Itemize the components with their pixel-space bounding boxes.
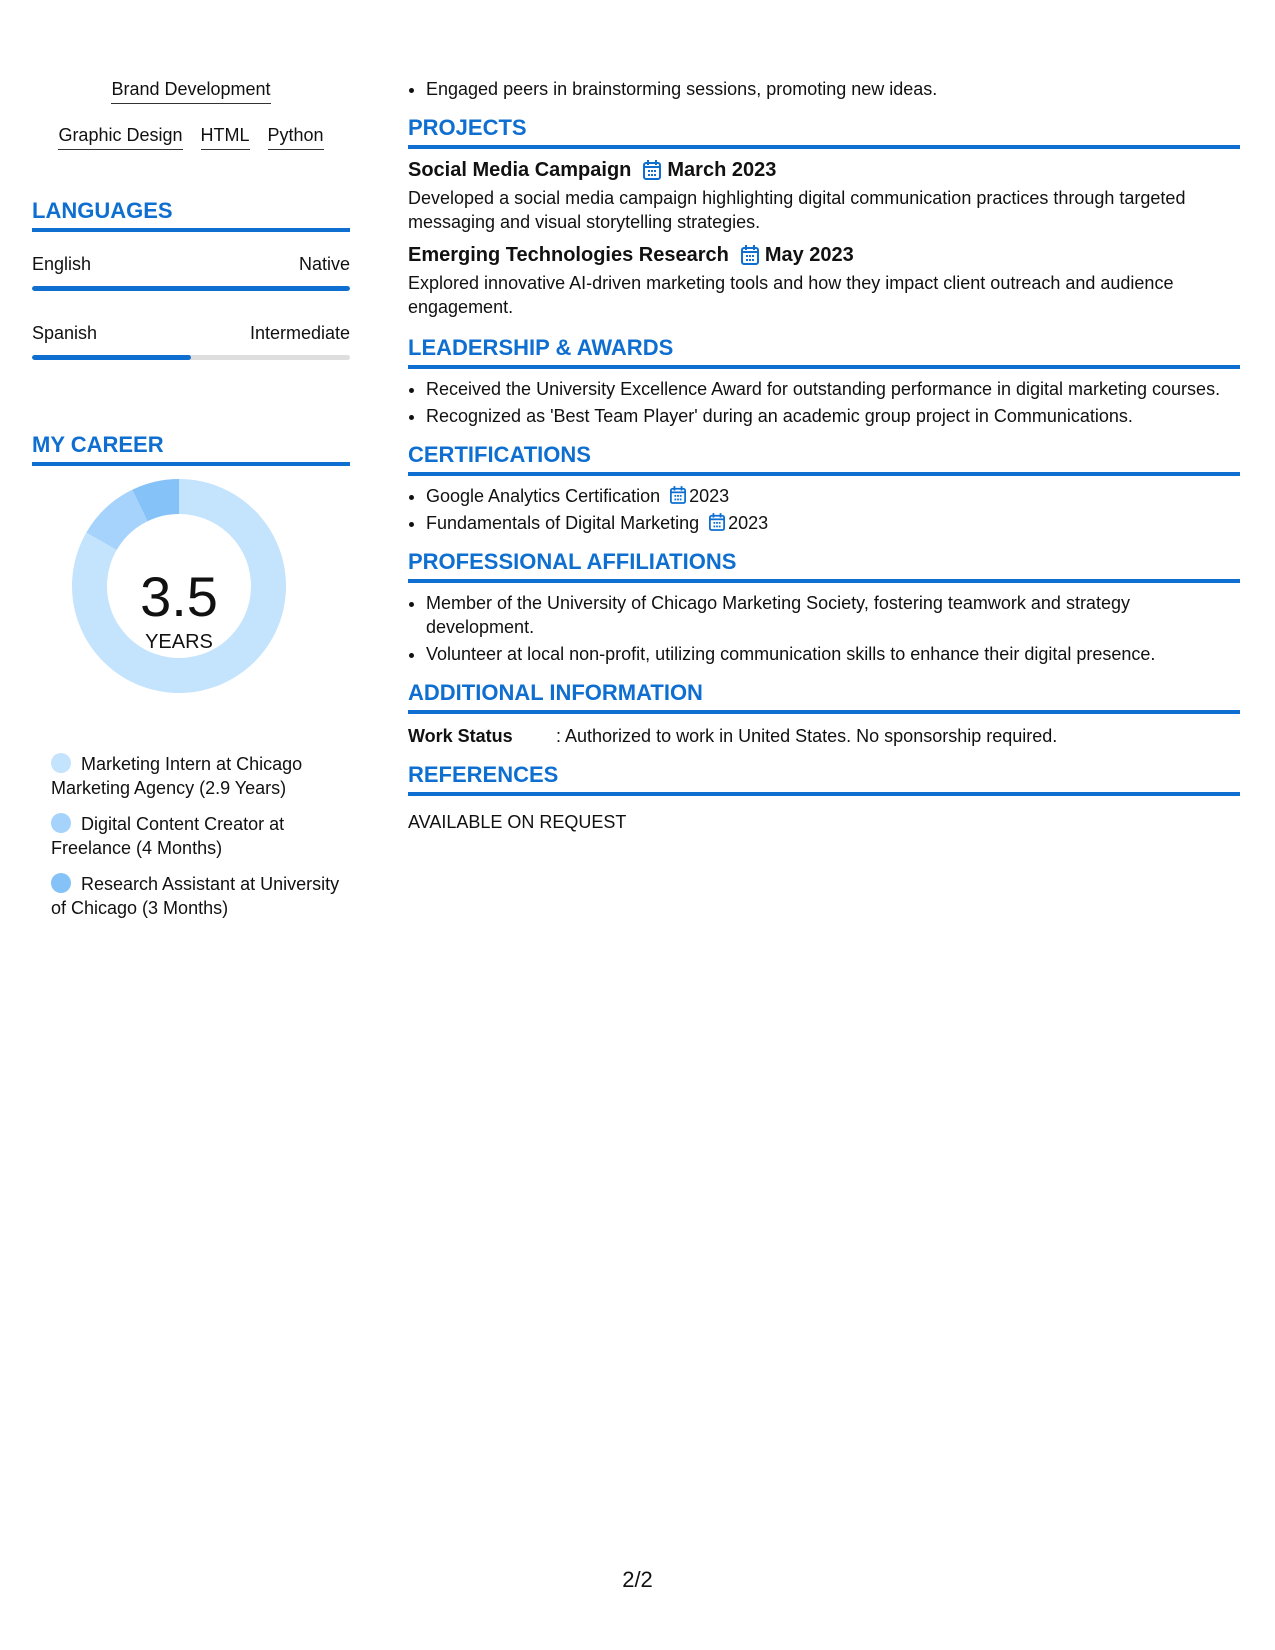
certifications-title: CERTIFICATIONS (408, 442, 1240, 476)
additional-info-section (408, 680, 1240, 748)
right-column (408, 78, 1240, 834)
languages-title: LANGUAGES (32, 198, 350, 232)
certification-year: 2023 (728, 513, 769, 533)
career-title: MY CAREER (32, 432, 350, 466)
work-status-label: Work Status (408, 726, 513, 746)
certifications-list (408, 484, 1240, 535)
certifications-section (408, 442, 1240, 535)
leadership-bullet: • Received the University Excellence Award for outstanding performance in digital marketing courses. (426, 377, 1240, 401)
work-status-row (408, 724, 1240, 748)
language-level: Intermediate (249, 323, 350, 343)
experience-bullet: • Engaged peers in brainstorming sessions, promoting new ideas. (426, 77, 1240, 101)
certification-item (426, 511, 1240, 535)
career-donut-chart (32, 474, 350, 724)
additional-info-title: ADDITIONAL INFORMATION (408, 680, 1240, 714)
certification-year: 2023 (689, 486, 730, 506)
legend-dot-icon (51, 813, 71, 833)
affiliations-bullets (408, 591, 1240, 666)
language-name: Spanish (32, 323, 98, 343)
affiliation-bullet: • Member of the University of Chicago Marketing Society, fostering teamwork and strategy development. (426, 591, 1240, 639)
experience-bullets (408, 77, 1240, 101)
references-text: AVAILABLE ON REQUEST (408, 812, 627, 832)
career-total-value: 3.5 (140, 565, 218, 628)
project-item (408, 242, 1240, 319)
calendar-icon (670, 486, 686, 504)
languages-section (32, 198, 350, 360)
project-date: May 2023 (764, 244, 854, 266)
language-item (32, 321, 350, 360)
language-bar-fill (32, 286, 350, 291)
career-total-unit: YEARS (145, 631, 213, 653)
leadership-title: LEADERSHIP & AWARDS (408, 335, 1240, 369)
calendar-icon (643, 160, 661, 180)
skills-row-2 (32, 124, 350, 150)
projects-section (408, 115, 1240, 319)
references-section (408, 762, 1240, 834)
career-legend-label: Digital Content Creator at Freelance (4 Months) (51, 814, 285, 858)
certification-item (426, 484, 1240, 508)
project-date: March 2023 (667, 159, 777, 181)
work-status-value: : Authorized to work in United States. No sponsorship required. (556, 726, 1058, 746)
career-legend-item (51, 872, 341, 920)
calendar-icon (709, 513, 725, 531)
project-name: Emerging Technologies Research (408, 244, 729, 266)
project-item (408, 157, 1240, 234)
skills-row-1 (32, 78, 350, 104)
calendar-icon (741, 245, 759, 265)
project-description: Developed a social media campaign highlighting digital communication practices through targeted messaging and visual storytelling strategies. (408, 188, 1186, 232)
career-legend-item (51, 752, 341, 800)
affiliations-title: PROFESSIONAL AFFILIATIONS (408, 549, 1240, 583)
affiliations-section (408, 549, 1240, 666)
skill-tag: Python (268, 124, 324, 150)
language-name: English (32, 254, 92, 274)
certification-name: Fundamentals of Digital Marketing (426, 513, 700, 533)
skill-tag: HTML (201, 124, 250, 150)
leadership-section (408, 335, 1240, 428)
page-number: 2/2 (622, 1567, 653, 1592)
career-legend (51, 752, 341, 920)
language-bar (32, 286, 350, 291)
legend-dot-icon (51, 873, 71, 893)
language-bar-fill (32, 355, 191, 360)
left-column (32, 78, 350, 932)
skill-tag: Graphic Design (58, 124, 182, 150)
career-legend-label: Research Assistant at University of Chicago (3 Months) (51, 874, 340, 918)
leadership-bullets (408, 377, 1240, 428)
certification-name: Google Analytics Certification (426, 486, 661, 506)
language-item (32, 252, 350, 291)
project-name: Social Media Campaign (408, 159, 632, 181)
language-level: Native (298, 254, 350, 274)
leadership-bullet: • Recognized as 'Best Team Player' during an academic group project in Communications. (426, 404, 1240, 428)
project-description: Explored innovative AI-driven marketing tools and how they impact client outreach and audience engagement. (408, 273, 1174, 317)
projects-title: PROJECTS (408, 115, 1240, 149)
affiliation-bullet: • Volunteer at local non-profit, utilizing communication skills to enhance their digital presence. (426, 642, 1240, 666)
legend-dot-icon (51, 753, 71, 773)
references-title: REFERENCES (408, 762, 1240, 796)
career-section (32, 432, 350, 920)
language-bar (32, 355, 350, 360)
skill-tag: Brand Development (111, 78, 270, 104)
career-legend-item (51, 812, 341, 860)
career-legend-label: Marketing Intern at Chicago Marketing Agency (2.9 Years) (51, 754, 303, 798)
